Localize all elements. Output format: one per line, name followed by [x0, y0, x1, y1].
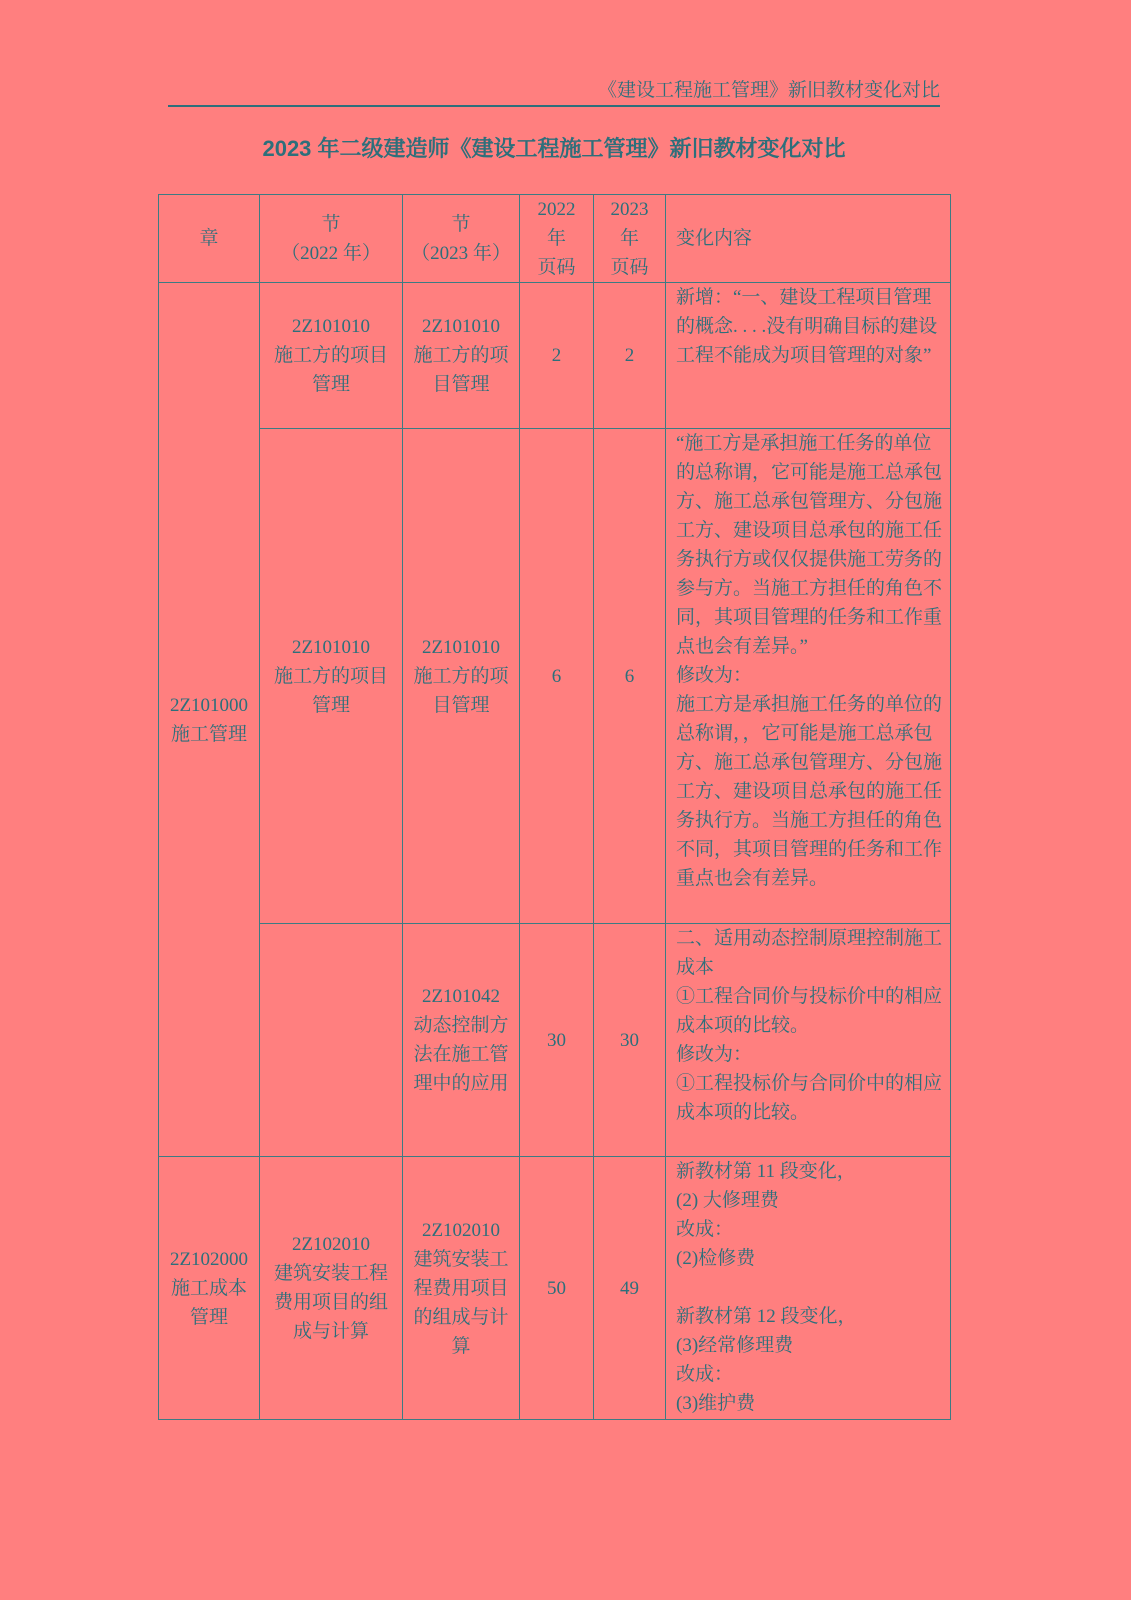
- section-2022-cell: [260, 283, 403, 429]
- page-2023-cell: 6: [594, 429, 666, 924]
- section-code: 2Z101010: [291, 636, 371, 658]
- section-code: 2Z101010: [421, 636, 501, 658]
- section-name: 建筑安装工程费用项目的组成与计算: [273, 1263, 388, 1342]
- chapter-cell: [159, 1157, 260, 1420]
- section-name: 动态控制方法在施工管理中的应用: [413, 1015, 509, 1094]
- chapter-name: 施工成本管理: [170, 1277, 247, 1328]
- header-section-2023: [403, 195, 520, 283]
- header-section-2023-year: （2023 年）: [411, 242, 511, 264]
- section-name: 施工方的项目管理: [273, 345, 388, 395]
- header-section-2022-year: （2022 年）: [281, 242, 381, 264]
- change-paragraph: 二、适用动态控制原理控制施工成本: [676, 928, 943, 978]
- change-paragraph: (3)经常修理费: [676, 1335, 794, 1356]
- section-2023-cell: [403, 1157, 520, 1420]
- section-2023-cell: [403, 924, 520, 1157]
- change-paragraph: (3)维护费: [676, 1393, 756, 1414]
- section-2022-cell: [260, 1157, 403, 1420]
- table-row: [159, 1157, 951, 1420]
- chapter-code: 2Z102000: [169, 1248, 249, 1270]
- page-2022-cell: 2: [520, 283, 594, 429]
- change-cell: [666, 924, 951, 1157]
- change-paragraph: (2)检修费: [676, 1248, 756, 1269]
- change-paragraph: (2) 大修理费: [676, 1190, 779, 1211]
- page-2023-cell: 30: [594, 924, 666, 1157]
- comparison-table: [158, 194, 951, 1420]
- change-paragraph: 改成：: [676, 1364, 734, 1385]
- section-name: 施工方的项目管理: [273, 665, 388, 716]
- change-paragraph: 新教材第 12 段变化，: [676, 1306, 857, 1327]
- change-cell: [666, 429, 951, 924]
- header-change: 变化内容: [666, 195, 951, 283]
- running-header: 《建设工程施工管理》新旧教材变化对比: [168, 80, 940, 107]
- change-paragraph: ①工程合同价与投标价中的相应成本项的比较。: [676, 986, 943, 1036]
- chapter-code: 2Z101000: [169, 694, 249, 716]
- change-cell: [666, 1157, 951, 1420]
- section-name: 施工方的项目管理: [413, 345, 509, 395]
- change-paragraph: 修改为：: [676, 665, 753, 686]
- change-paragraph: 改成：: [676, 1219, 734, 1240]
- header-page-2022-line: 2022: [537, 199, 576, 220]
- table-row: [159, 924, 951, 1157]
- chapter-name: 施工管理: [170, 723, 247, 745]
- section-2023-cell: [403, 429, 520, 924]
- header-section-2022-label: 节: [321, 213, 341, 235]
- page-2022-cell: 30: [520, 924, 594, 1157]
- header-page-2023-line: 2023: [610, 199, 649, 220]
- page-2022-cell: 50: [520, 1157, 594, 1420]
- page-2022-cell: 6: [520, 429, 594, 924]
- header-page-2022-line: 页码: [537, 257, 576, 278]
- header-page-2022: [520, 195, 594, 283]
- section-name: 施工方的项目管理: [413, 665, 509, 716]
- change-paragraph: ①工程投标价与合同价中的相应成本项的比较。: [676, 1073, 943, 1123]
- change-paragraph: 修改为：: [676, 1044, 753, 1065]
- section-code: 2Z102010: [291, 1234, 371, 1255]
- section-2022-cell-empty: [260, 924, 403, 1157]
- section-name: 建筑安装工程费用项目的组成与计算: [413, 1248, 509, 1357]
- table-row: [159, 283, 951, 429]
- header-chapter: 章: [159, 195, 260, 283]
- change-paragraph: 新教材第 11 段变化，: [676, 1161, 856, 1182]
- page-2023-cell: 2: [594, 283, 666, 429]
- change-paragraph: “施工方是承担施工任务的单位的总称谓，它可能是施工总承包方、施工总承包管理方、分包施工方、建设项目总承包的施工任务执行方或仅仅提供施工劳务的参与方。当施工方担任的角色不同，其项目管理的任务和工作重点也会有差异。”: [676, 433, 943, 657]
- section-code: 2Z102010: [421, 1219, 501, 1241]
- section-2022-cell: [260, 429, 403, 924]
- section-code: 2Z101010: [421, 316, 501, 337]
- section-2023-cell: [403, 283, 520, 429]
- header-page-2022-line: 年: [546, 228, 566, 249]
- header-section-2023-label: 节: [451, 213, 471, 235]
- table-header-row: [159, 195, 951, 283]
- section-code: 2Z101010: [291, 316, 371, 337]
- change-paragraph: 新增：“一、建设工程项目管理的概念. . . .没有明确目标的建设工程不能成为项目管理的对象”: [676, 287, 938, 366]
- header-section-2022: [260, 195, 403, 283]
- header-page-2023-line: 页码: [610, 257, 649, 278]
- header-page-2023: [594, 195, 666, 283]
- page-2023-cell: 49: [594, 1157, 666, 1420]
- table-row: [159, 429, 951, 924]
- paragraph-spacer: [676, 1273, 944, 1302]
- change-cell: [666, 283, 951, 429]
- header-page-2023-line: 年: [619, 228, 639, 249]
- page-title: 2023 年二级建造师《建设工程施工管理》新旧教材变化对比: [262, 136, 846, 161]
- change-paragraph: 施工方是承担施工任务的单位的总称谓，，它可能是施工总承包方、施工总承包管理方、分包施工方、建设项目总承包的施工任务执行方。当施工方担任的角色不同，其项目管理的任务和工作重点也会有差异。: [676, 694, 943, 889]
- section-code: 2Z101042: [421, 986, 501, 1007]
- chapter-cell: [159, 283, 260, 1157]
